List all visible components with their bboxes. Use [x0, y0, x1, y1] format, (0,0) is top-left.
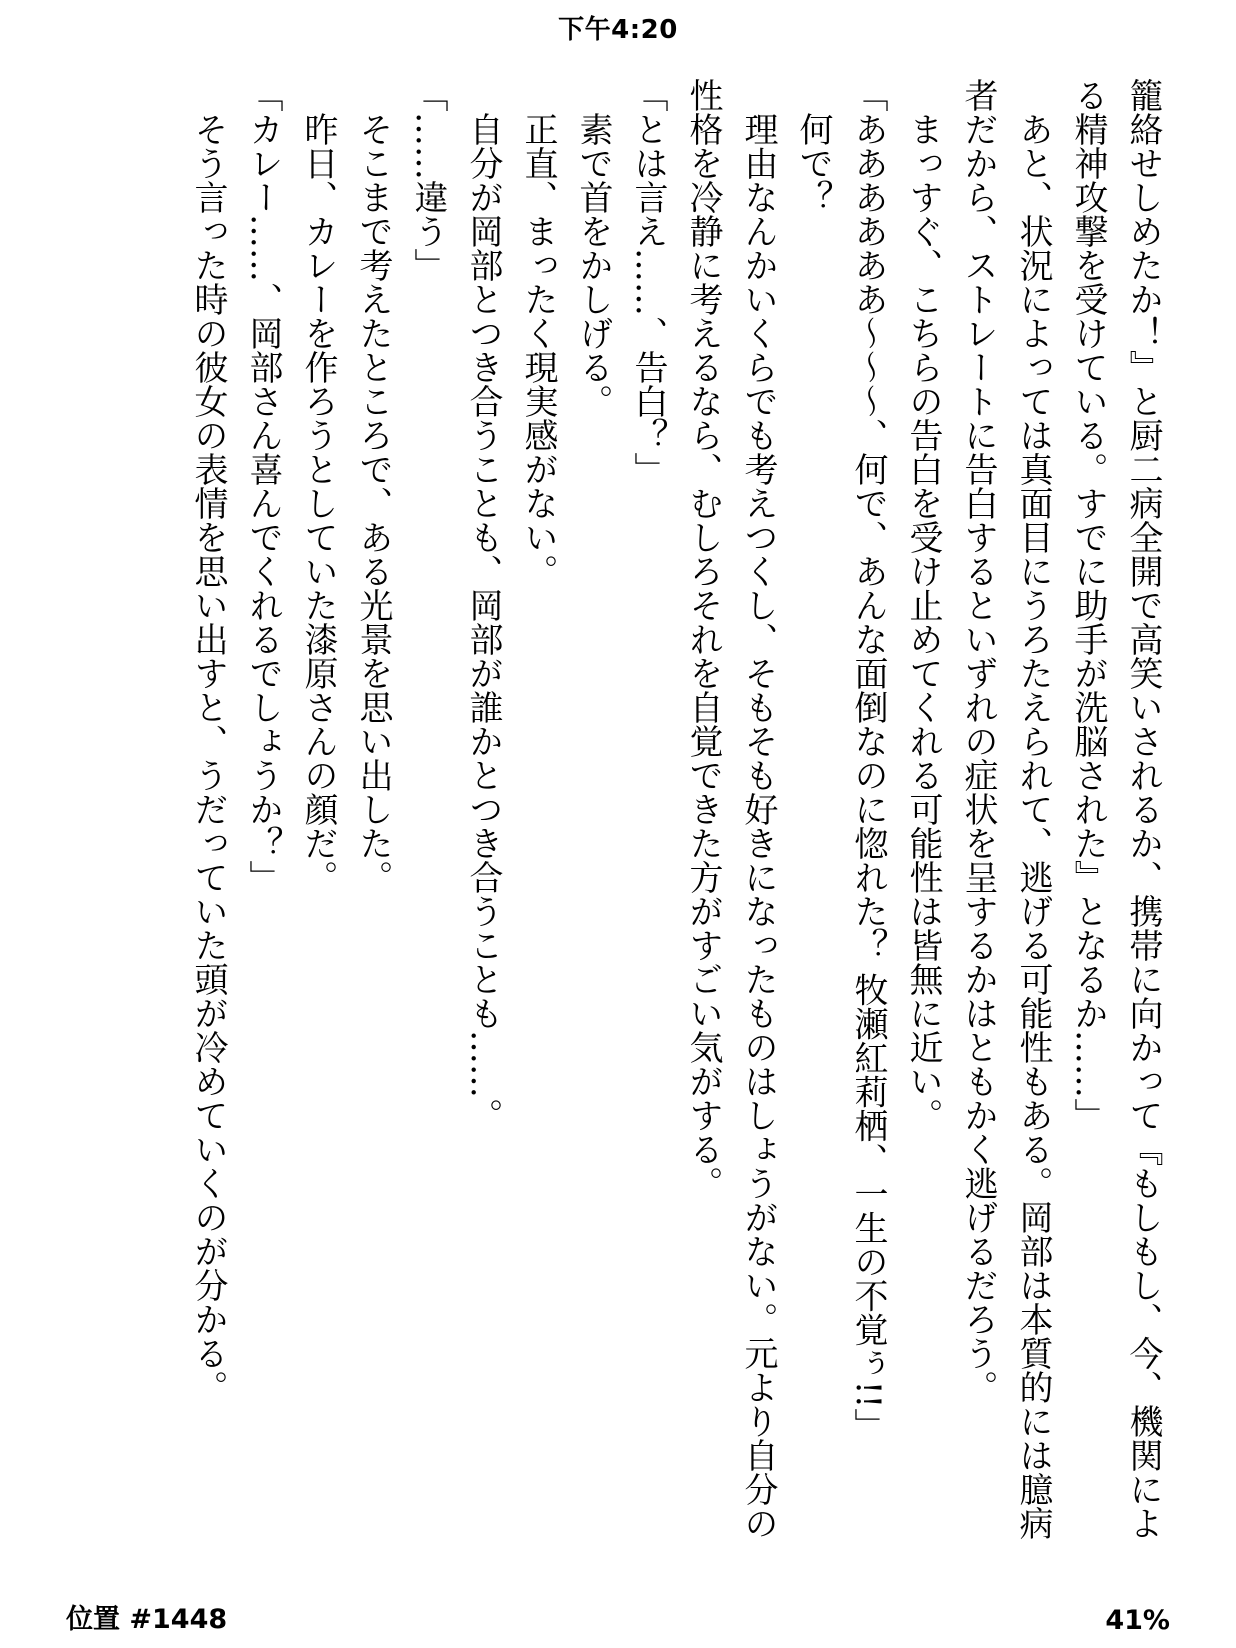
- paragraph: 自分が岡部とつき合うことも、岡部が誰かとつき合うことも……。: [463, 112, 503, 1132]
- paragraph: 何で？: [793, 112, 833, 214]
- book-text: [110, 78, 1170, 1573]
- paragraph: 「とは言え……、告白？」: [628, 78, 668, 486]
- paragraph: そこまで考えたところで、ある光景を思い出した。: [353, 112, 393, 894]
- reading-page[interactable]: [110, 78, 1170, 1573]
- paragraph: あと、状況によっては真面目にうろたえられて、逃げる可能性もある。岡部は本質的には臆病者だから、ストレートに告白するといずれの症状を呈するかはともかく逃げるだろう。: [958, 78, 1053, 1540]
- paragraph: 理由なんかいくらでも考えつくし、そもそも好きになったものはしょうがない。元より自分の性格を冷静に考えるなら、むしろそれを自覚できた方がすごい気がする。: [683, 78, 778, 1540]
- progress-percent: 41%: [1105, 1605, 1170, 1636]
- paragraph: 「ああああああ～～～、何で、あんな面倒なのに惚れた？ 牧瀬紅莉栖、一生の不覚ぅ!!」: [848, 78, 888, 1443]
- paragraph: 「カレー……、岡部さん喜んでくれるでしょうか？」: [243, 78, 283, 894]
- paragraph: 正直、まったく現実感がない。: [518, 112, 558, 588]
- status-bar: [0, 0, 1236, 50]
- paragraph: 籠絡せしめたか！』と厨二病全開で高笑いされるか、携帯に向かって『もしもし、今、機関による精神攻撃を受けている。すでに助手が洗脳された』となるか……」: [1068, 78, 1163, 1540]
- clock: 下午4:20: [558, 14, 678, 45]
- location-indicator: 位置 #1448: [66, 1604, 228, 1635]
- paragraph: 昨日、カレーを作ろうとしていた漆原さんの顔だ。: [298, 112, 338, 894]
- reader-footer: [0, 1594, 1236, 1648]
- paragraph: 「……違う」: [408, 78, 448, 282]
- paragraph: まっすぐ、こちらの告白を受け止めてくれる可能性は皆無に近い。: [903, 112, 943, 1132]
- paragraph: そう言った時の彼女の表情を思い出すと、うだっていた頭が冷めていくのが分かる。: [188, 112, 228, 1404]
- paragraph: 素で首をかしげる。: [573, 112, 613, 418]
